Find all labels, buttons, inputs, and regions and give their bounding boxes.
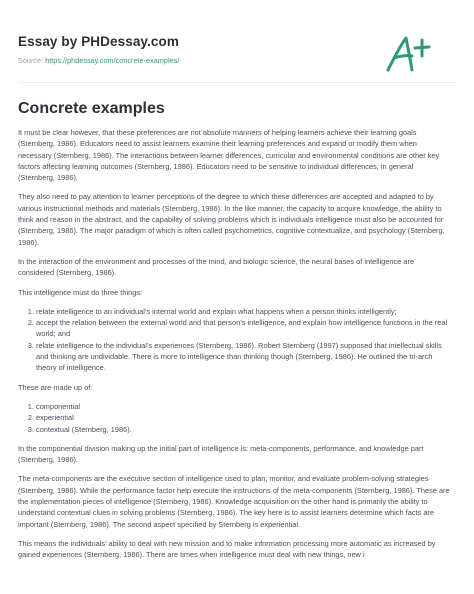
site-brand: Essay by PHDessay.com [18,34,179,49]
list-item: 1. componential [36,401,450,412]
page-title: Concrete examples [18,100,165,117]
paragraph: They also need to pay attention to learner perceptions of the degree to which these differences are accepted and adapted to by various instructional methods and materials (Sternberg, 1986). In the like manner, the capacity to acquire knowledge, the ability to think and reason in the abstract, and the capability of solving problems which is individuals intelligence must also be accounted for (Sternberg, 1986). The major paradigm of which is often called psychometrics, cognitive contextualize, and psychology (Sternberg, 1986). [18,192,445,247]
essay-body [18,127,450,569]
paragraph: In the interaction of the environment and processes of the mind, and biologic science, the neural bases of intelligence are considered (Sternberg, 1986). [18,256,415,278]
paragraph: In the componential division making up the initial part of intelligence is: meta-components, performance, and knowledge part (Sternberg, 1986). [18,443,424,465]
paragraph: It must be clear however, that these preferences are not absolute manners of helping learners achieve their learning goals (Sternberg, 1986). Educators need to assist learners examine their learning preferences and expand or modify them when necessary (Sternberg, 1986). The interactions between learner differences, curricular and environmental conditions are other key factors affecting learning outcomes (Sternberg, 1986). Educators need to be sensitive to individual differences, in general (Sternberg, 1986). [18,128,440,183]
list-item: 3. relate intelligence to the individual’s experiences (Sternberg, 1986). Robert Sternberg (1997) supposed that intellectual skills and thinking are undividable. There is more to intelligence than thinking though (Sternberg, 1986). He outlined the tri-arch theory of intelligence. [36,340,450,374]
list-item: 2. accept the relation between the external world and that person’s intelligence, and explain how intelligence functions in the real world; and [36,317,450,340]
paragraph: This intelligence must do three things: [18,287,143,297]
list-item: 2. experiential [36,412,450,423]
paragraph: These are made up of: [18,382,93,392]
list-item: 3. contextual (Sternberg, 1986). [36,424,450,435]
paragraph: This means the individuals’ ability to deal with new mission and to make information processing more automatic as increased by gained experiences (Sternberg, 1986). There are times when intelligence must deal with new things, new i [18,538,436,560]
source-line [18,56,179,65]
list-item: 1. relate intelligence to an individual’s internal world and explain what happens when a person thinks intelligently; [36,306,450,317]
source-link[interactable]: https://phdessay.com/concrete-examples/ [45,56,180,65]
numbered-list [18,401,450,435]
header-divider [18,82,456,83]
numbered-list [18,306,450,374]
a-plus-logo-icon [382,34,432,74]
source-label: Source: [18,56,46,65]
paragraph: The meta-components are the executive section of intelligence used to plan, monitor, and evaluate problem-solving strategies (Sternberg, 1986). While the performance factor help execute the instructions of the meta-components (Sternberg, 1986). These are the implementation pieces of intelligence (Sternberg, 1986). Knowledge acquisition on the other hand is primarily the ability to understand contextual clues in solving problems (Sternberg, 1986). The key here is to assist learners determine which facts are important (Sternberg, 1986). The second aspect specified by Sternberg is experiential. [18,474,450,529]
